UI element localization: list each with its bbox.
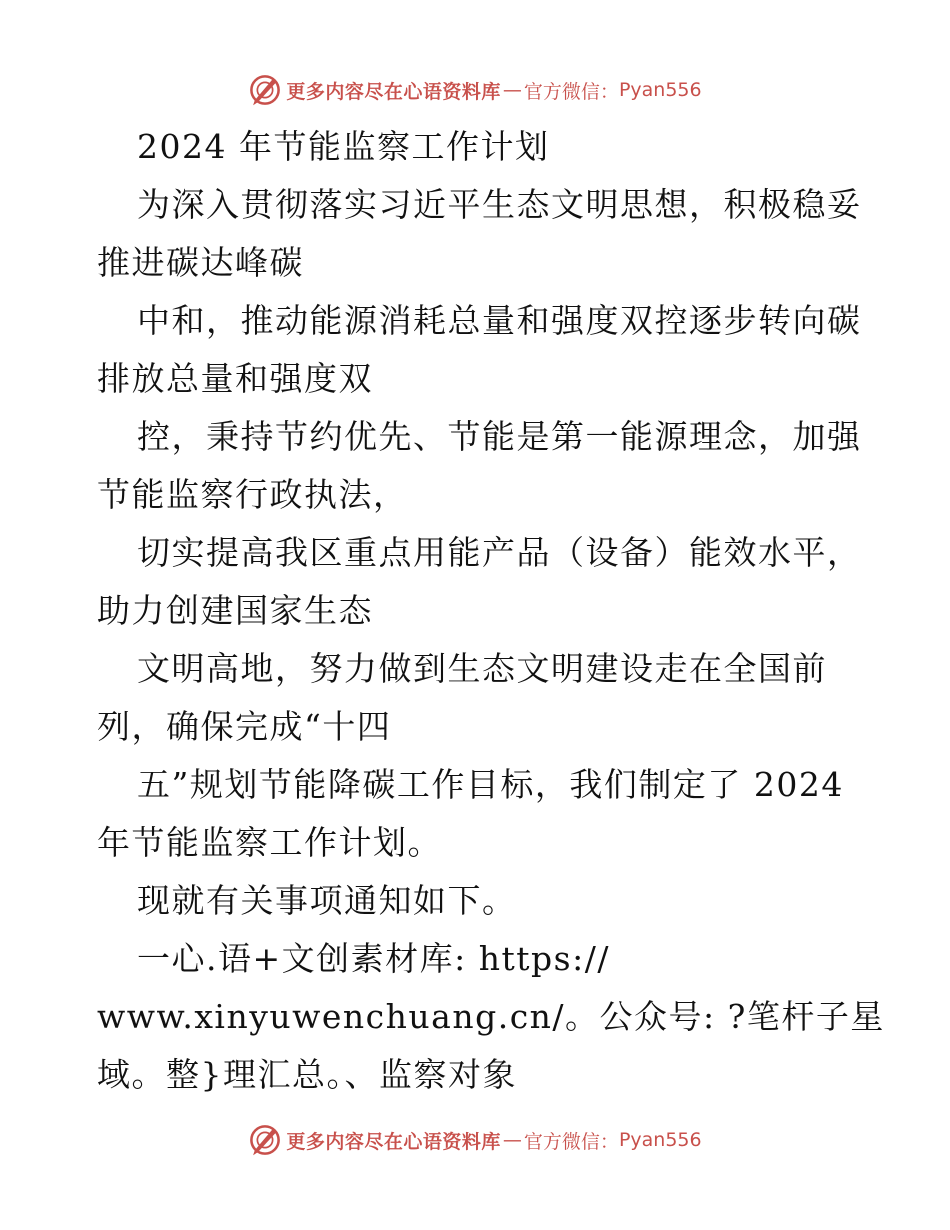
header-watermark-banner	[0, 70, 950, 110]
brand-logo-icon	[248, 1123, 282, 1157]
document-line: 排放总量和强度双	[97, 359, 373, 398]
document-line: 文明高地，努力做到生态文明建设走在全国前	[137, 649, 827, 688]
document-line: 中和，推动能源消耗总量和强度双控逐步转向碳	[137, 301, 862, 340]
document-line: 一心.语+文创素材库: https://	[137, 939, 610, 978]
document-line: 2024 年节能监察工作计划	[137, 127, 550, 166]
brand-logo-icon	[248, 73, 282, 107]
footer-watermark-banner	[0, 1120, 950, 1160]
document-line: 节能监察行政执法，	[97, 475, 408, 514]
document-line: 推进碳达峰碳	[97, 243, 304, 282]
document-line: 列，确保完成“十四	[97, 707, 392, 746]
banner-official-label: 官方微信：	[523, 80, 619, 103]
document-line: 域。整}理汇总。、监察对象	[97, 1055, 517, 1094]
document-line: www.xinyuwenchuang.cn/。公众号: ?笔杆子星	[97, 997, 885, 1036]
document-line: 五”规划节能降碳工作目标，我们制定了 2024	[137, 765, 844, 804]
document-line: 切实提高我区重点用能产品（设备）能效水平，	[137, 533, 862, 572]
banner-official-label: 官方微信：	[523, 1130, 619, 1153]
banner-main-text: 更多内容尽在心语资料库	[286, 80, 501, 103]
document-line: 为深入贯彻落实习近平生态文明思想，积极稳妥	[137, 185, 862, 224]
document-line: 助力创建国家生态	[97, 591, 373, 630]
banner-wechat-id: Pyan556	[618, 1129, 702, 1151]
banner-wechat-id: Pyan556	[618, 79, 702, 101]
banner-main-text: 更多内容尽在心语资料库	[286, 1130, 501, 1153]
document-body	[97, 118, 885, 1104]
banner-separator: —	[502, 79, 522, 101]
document-line: 控，秉持节约优先、节能是第一能源理念，加强	[137, 417, 862, 456]
document-line: 现就有关事项通知如下。	[137, 881, 517, 920]
document-line: 年节能监察工作计划。	[97, 823, 442, 862]
banner-separator: —	[502, 1129, 522, 1151]
